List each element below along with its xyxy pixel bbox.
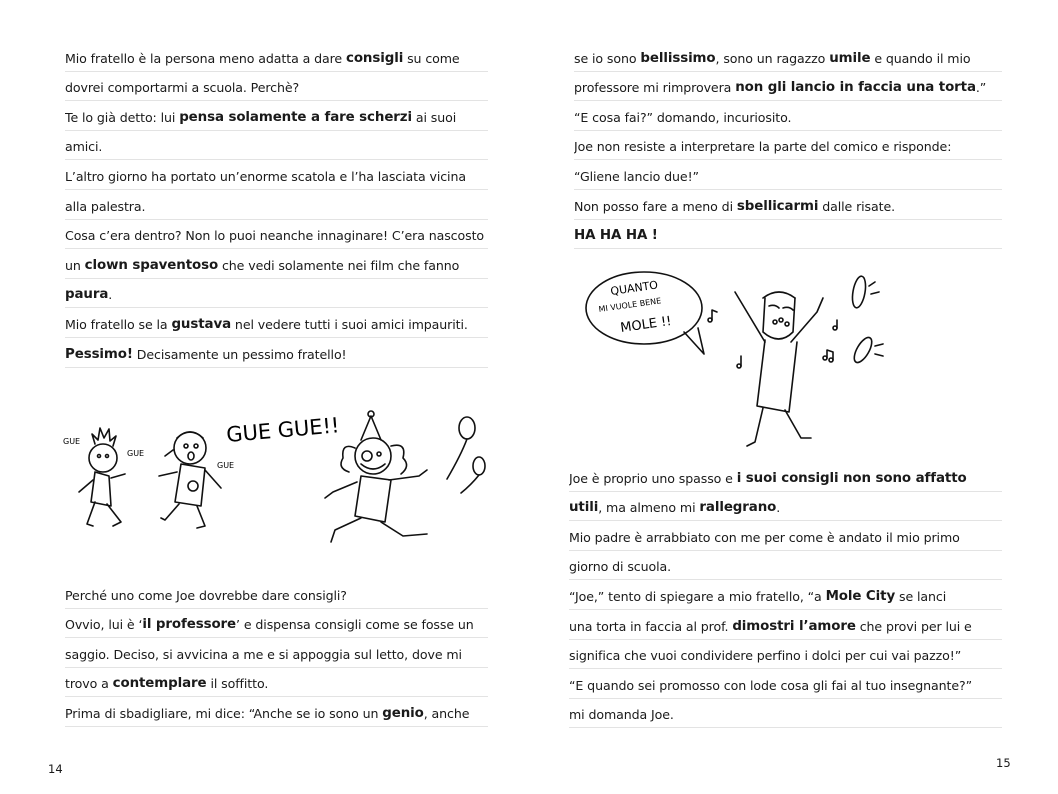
bold-text-run: umile — [829, 50, 871, 66]
bold-text-run: paura — [65, 287, 109, 303]
text-line — [569, 669, 1002, 699]
text-run: una torta in faccia al prof. — [569, 618, 733, 634]
left-top-text — [65, 42, 488, 368]
text-run: un — [65, 257, 85, 273]
text-run: dalle risate. — [818, 198, 896, 214]
text-line — [569, 521, 1002, 551]
text-line — [65, 697, 488, 727]
text-line — [65, 160, 488, 190]
text-run: .” — [975, 80, 987, 96]
text-run: e quando il mio — [870, 50, 971, 66]
text-line — [574, 190, 1002, 220]
text-run: Decisamente un pessimo fratello! — [132, 346, 347, 362]
text-run: Non posso fare a meno di — [574, 198, 737, 214]
bold-text-run: HA HA HA ! — [574, 228, 658, 244]
text-line — [65, 338, 488, 368]
left-bottom-text — [65, 579, 488, 727]
right-bottom-text — [569, 462, 1002, 728]
bold-text-run: Pessimo! — [65, 346, 133, 362]
text-line — [65, 42, 488, 72]
text-line — [65, 249, 488, 279]
bubble-line-3: MOLE !! — [619, 313, 673, 336]
text-line — [569, 492, 1002, 522]
text-run: ’ e dispensa consigli come se fosse un — [236, 617, 474, 633]
bold-text-run: contemplare — [112, 676, 207, 692]
text-line — [574, 160, 1002, 190]
text-run: dovrei comportarmi a scuola. Perchè? — [65, 80, 300, 96]
text-run: Mio fratello è la persona meno adatta a dare — [65, 50, 346, 66]
text-line — [65, 308, 488, 338]
text-run: “E quando sei promosso con lode cosa gli fai al tuo insegnante?” — [569, 677, 973, 693]
text-run: se io sono — [574, 50, 641, 66]
text-line — [65, 220, 488, 250]
text-run: saggio. Deciso, si avvicina a me e si appoggia sul letto, dove mi — [65, 646, 462, 662]
bubble-line-2: MI VUOLE BENE — [598, 296, 662, 314]
bold-text-run: sbellicarmi — [736, 198, 819, 214]
bold-text-run: consigli — [345, 50, 404, 66]
bubble-line-1: QUANTO — [609, 278, 659, 298]
kids-and-clown-illustration — [55, 400, 495, 560]
bold-text-run: Mole City — [825, 588, 896, 604]
text-line — [65, 101, 488, 131]
text-line — [569, 462, 1002, 492]
bold-text-run: clown spaventoso — [84, 257, 219, 273]
text-run: , ma almeno mi — [598, 500, 700, 516]
text-run: mi domanda Joe. — [569, 707, 674, 723]
text-line — [65, 72, 488, 102]
text-run: trovo a — [65, 676, 113, 692]
text-line — [65, 609, 488, 639]
text-run: Cosa c’era dentro? Non lo puoi neanche innaginare! C’era nascosto — [65, 228, 485, 244]
text-run: Prima di sbadigliare, mi dice: “Anche se io sono un — [65, 705, 383, 721]
text-line — [65, 190, 488, 220]
text-run: . — [776, 500, 781, 516]
bold-text-run: il professore — [142, 617, 237, 633]
text-run: “Gliene lancio due!” — [574, 168, 699, 184]
text-line — [65, 638, 488, 668]
gue-gue-caption: GUE GUE!! — [225, 413, 341, 447]
text-run: , anche — [423, 705, 470, 721]
text-line — [569, 699, 1002, 729]
text-line — [569, 580, 1002, 610]
text-run: se lanci — [895, 588, 947, 604]
text-run: nel vedere tutti i suoi amici impauriti. — [231, 316, 468, 332]
bold-text-run: non gli lancio in faccia una torta — [735, 80, 976, 96]
text-run: L’altro giorno ha portato un’enorme scatola e l’ha lasciata vicina — [65, 168, 466, 184]
text-run: che vedi solamente nei film che fanno — [218, 257, 460, 273]
bold-text-run: dimostri l’amore — [732, 618, 856, 634]
bold-text-run: i suoi consigli non sono affatto — [736, 470, 967, 486]
text-run: “Joe,” tento di spiegare a mio fratello, “a — [569, 588, 826, 604]
text-line — [569, 610, 1002, 640]
text-run: su come — [403, 50, 460, 66]
text-run: “E cosa fai?” domando, incuriosito. — [574, 109, 792, 125]
text-run: Perché uno come Joe dovrebbe dare consigli? — [65, 587, 347, 603]
text-run: amici. — [65, 139, 103, 155]
right-page — [529, 0, 1058, 794]
text-line — [65, 579, 488, 609]
text-run: Joe non resiste a interpretare la parte del comico e risponde: — [574, 139, 952, 155]
text-run: , sono un ragazzo — [715, 50, 830, 66]
page-number: 14 — [48, 762, 63, 776]
text-run: Joe è proprio uno spasso e — [569, 470, 737, 486]
text-run: giorno di scuola. — [569, 559, 672, 575]
text-run: significa che vuoi condividere perfino i dolci per cui vai pazzo!” — [569, 648, 962, 664]
text-line — [65, 279, 488, 309]
bold-text-run: pensa solamente a fare scherzi — [179, 109, 412, 125]
text-run: professore mi rimprovera — [574, 80, 736, 96]
text-run: il soffitto. — [206, 676, 269, 692]
bold-text-run: gustava — [171, 316, 232, 332]
text-run: Ovvio, lui è ‘ — [65, 617, 143, 633]
text-line — [574, 131, 1002, 161]
text-run: alla palestra. — [65, 198, 146, 214]
pie-throw-illustration — [579, 262, 899, 452]
text-run: ai suoi — [411, 109, 457, 125]
text-line — [574, 101, 1002, 131]
gue-caption-1: GUE — [63, 437, 81, 446]
text-line — [569, 640, 1002, 670]
text-run: Mio fratello se la — [65, 316, 172, 332]
text-run: . — [108, 287, 113, 303]
bold-text-run: rallegrano — [699, 500, 777, 516]
text-line — [65, 668, 488, 698]
text-line — [65, 131, 488, 161]
gue-caption-3: GUE — [217, 461, 235, 470]
text-line — [569, 551, 1002, 581]
text-line — [574, 220, 1002, 250]
text-run: Mio padre è arrabbiato con me per come è andato il mio primo — [569, 529, 960, 545]
text-line — [574, 72, 1002, 102]
text-run: che provi per lui e — [855, 618, 972, 634]
right-top-text — [574, 42, 1002, 249]
bold-text-run: utili — [569, 500, 599, 516]
text-line — [574, 42, 1002, 72]
page-number: 15 — [996, 756, 1011, 770]
gue-caption-2: GUE — [127, 449, 145, 458]
bold-text-run: bellissimo — [640, 50, 716, 66]
text-run: Te lo già detto: lui — [65, 109, 180, 125]
bold-text-run: genio — [382, 705, 424, 721]
